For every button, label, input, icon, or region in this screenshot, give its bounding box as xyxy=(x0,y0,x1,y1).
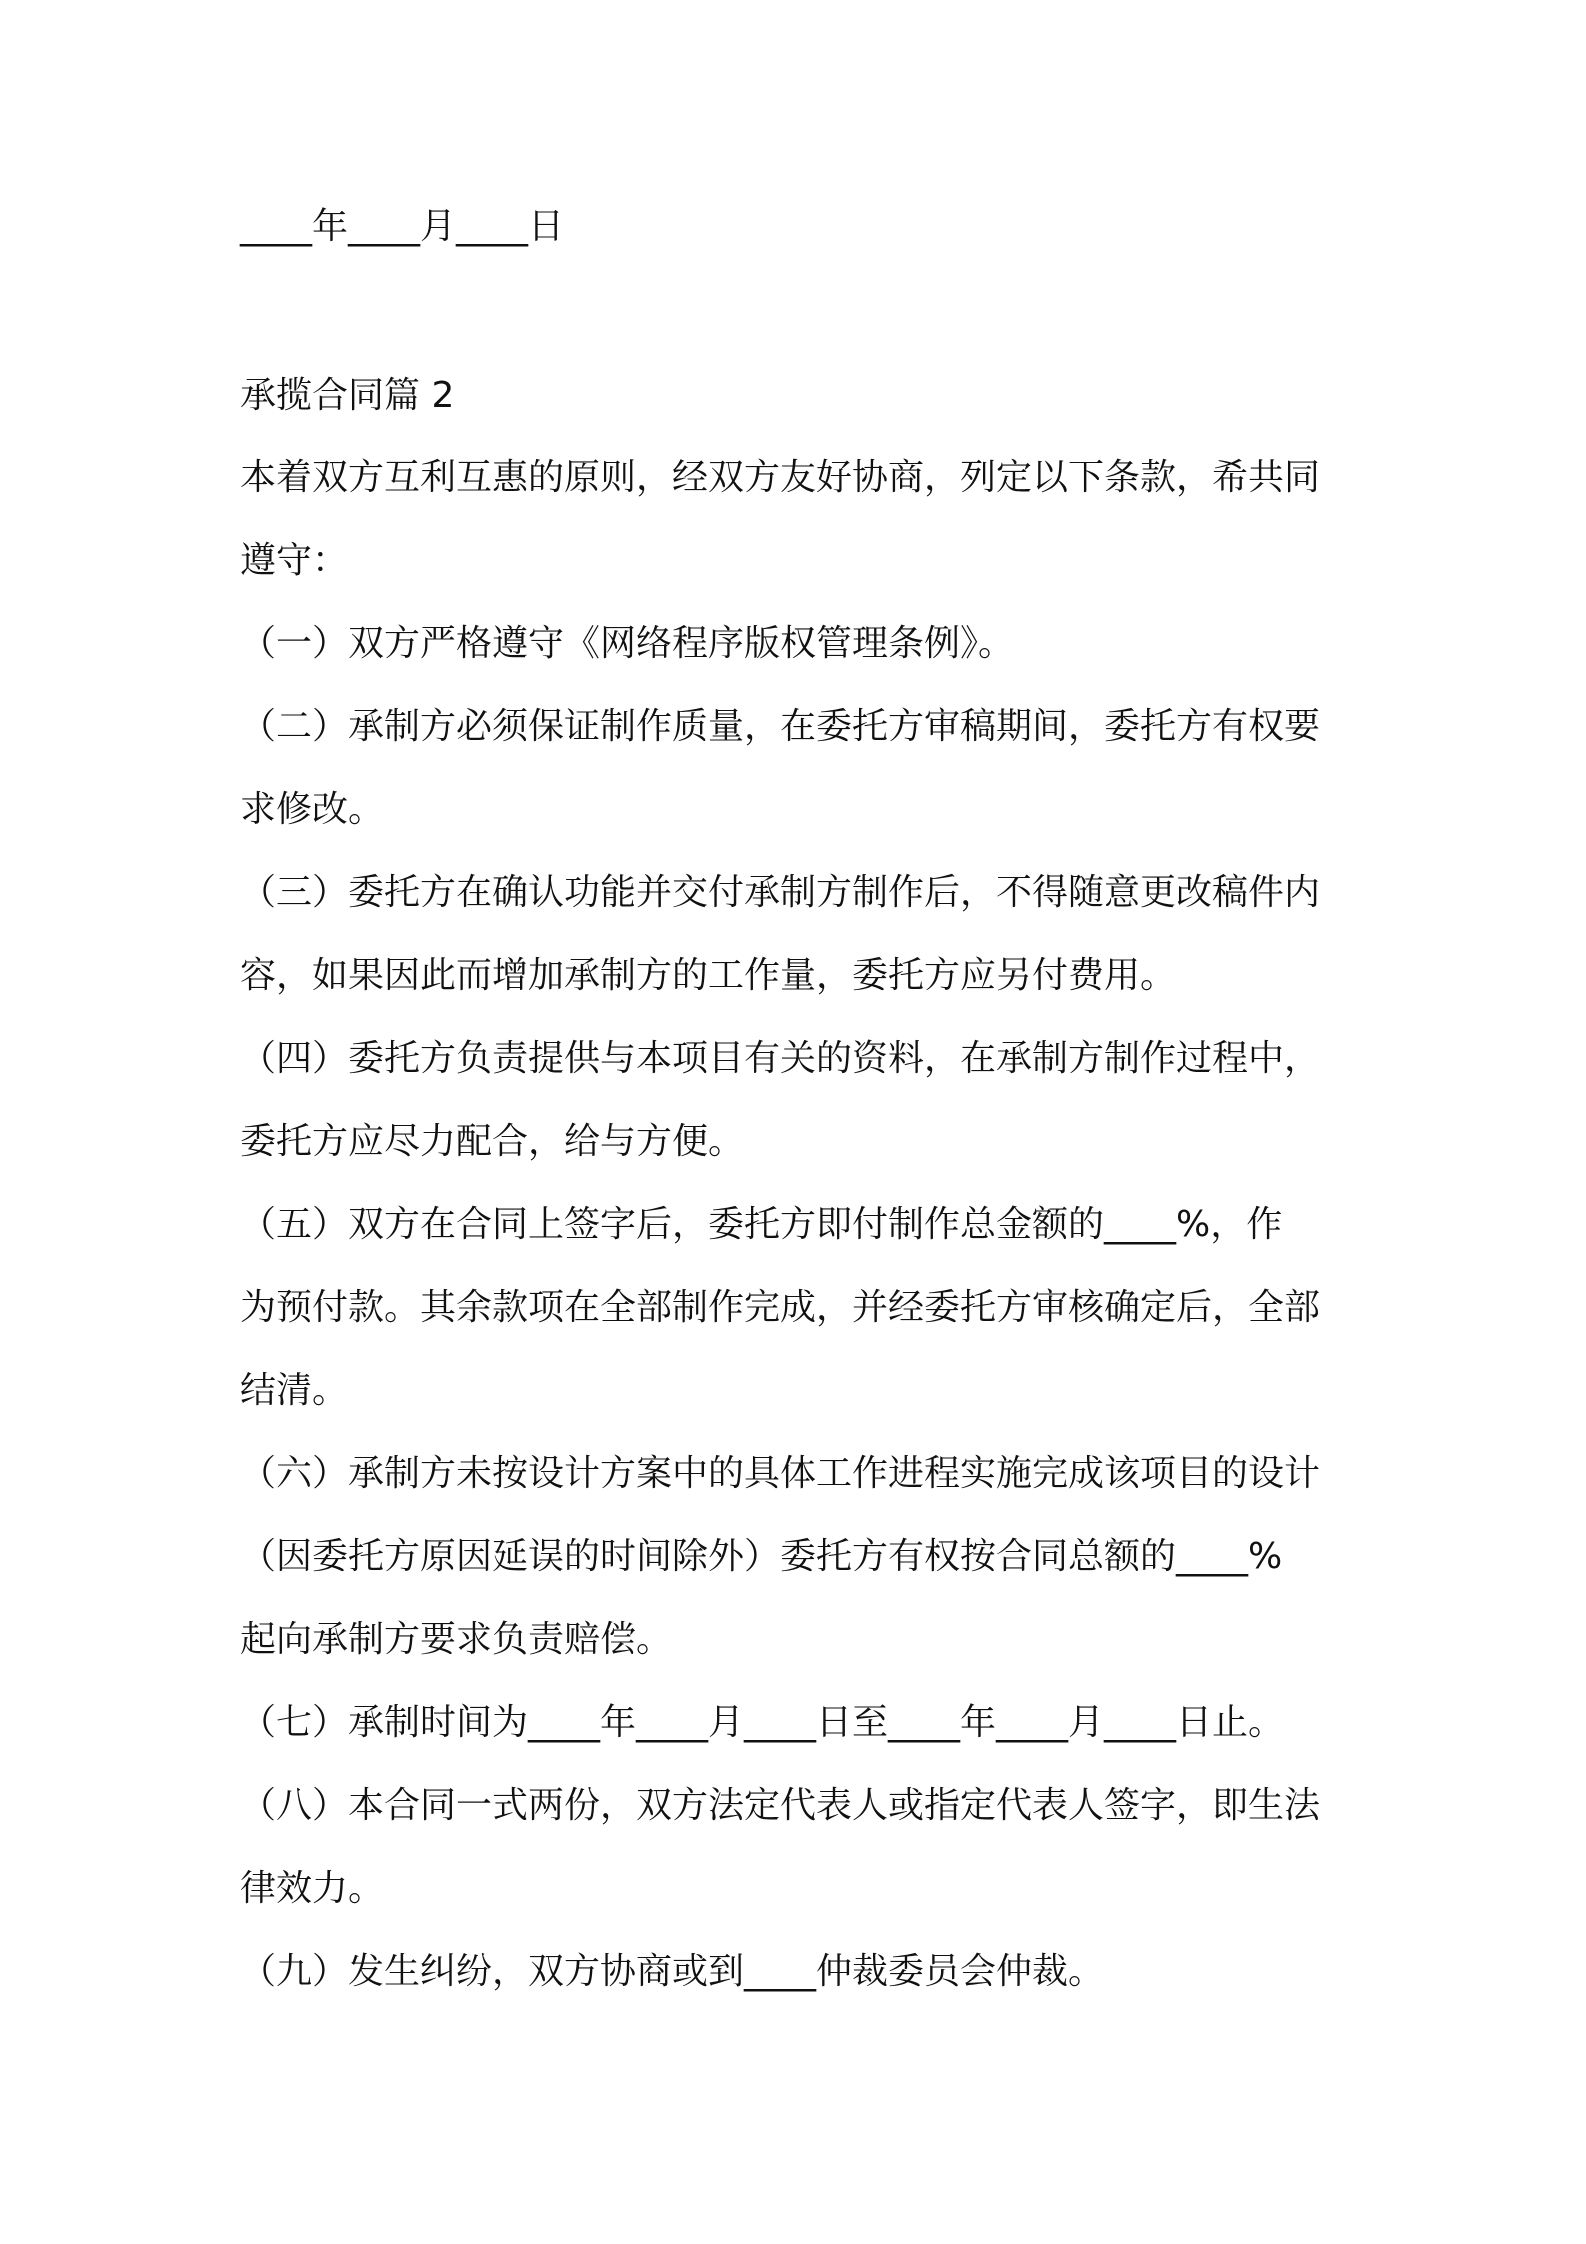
date-line: ____年____月____日 xyxy=(240,206,565,247)
clause-6-line-2: （因委托方原因延误的时间除外）委托方有权按合同总额的____% xyxy=(240,1536,1283,1577)
clause-8-line-2: 律效力。 xyxy=(240,1868,385,1909)
clause-4-line-2: 委托方应尽力配合，给与方便。 xyxy=(240,1121,745,1162)
clause-1: （一）双方严格遵守《网络程序版权管理条例》。 xyxy=(240,623,1015,664)
clause-6-line-3: 起向承制方要求负责赔偿。 xyxy=(240,1619,673,1660)
clause-8-line-1: （八）本合同一式两份，双方法定代表人或指定代表人签字，即生法 xyxy=(240,1785,1321,1826)
section-title: 承揽合同篇 2 xyxy=(240,375,455,416)
clause-6-line-1: （六）承制方未按设计方案中的具体工作进程实施完成该项目的设计 xyxy=(240,1453,1321,1494)
clause-4-line-1: （四）委托方负责提供与本项目有关的资料，在承制方制作过程中， xyxy=(240,1038,1321,1079)
clause-2-line-1: （二）承制方必须保证制作质量，在委托方审稿期间，委托方有权要 xyxy=(240,706,1321,747)
body-line: 本着双方互利互惠的原则，经双方友好协商，列定以下条款，希共同 xyxy=(240,457,1321,498)
clause-2-line-2: 求修改。 xyxy=(240,789,385,830)
body-line: 遵守： xyxy=(240,540,349,581)
clause-5-line-1: （五）双方在合同上签字后，委托方即付制作总金额的____%，作 xyxy=(240,1204,1283,1245)
clause-5-line-2: 为预付款。其余款项在全部制作完成，并经委托方审核确定后，全部 xyxy=(240,1287,1321,1328)
clause-7: （七）承制时间为____年____月____日至____年____月____日止。 xyxy=(240,1702,1285,1743)
clause-3-line-1: （三）委托方在确认功能并交付承制方制作后，不得随意更改稿件内 xyxy=(240,872,1321,913)
clause-9: （九）发生纠纷，双方协商或到____仲裁委员会仲裁。 xyxy=(240,1951,1105,1992)
clause-5-line-3: 结清。 xyxy=(240,1370,349,1411)
clause-3-line-2: 容，如果因此而增加承制方的工作量，委托方应另付费用。 xyxy=(240,955,1177,996)
